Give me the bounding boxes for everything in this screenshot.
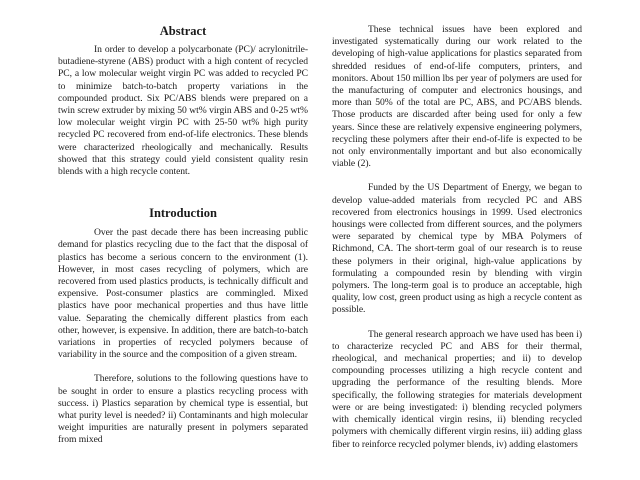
- introduction-paragraph-1: Over the past decade there has been increasing public demand for plastics recycling due to the fact that the disposal of plastics has become a serious concern to the environment (1). However, in most cases recycling of polymers, which are recovered from used plastics products, is technically difficult and expensive. Post-consumer plastics are commingled. Mixed plastics have poor mechanical properties and thus have little value. Separating the chemically different plastics from each other, however, is expensive. In addition, there are batch-to-batch variations in properties of recycled polymers because of variability in the source and the composition of a given stream.: [58, 227, 308, 361]
- abstract-text: In order to develop a polycarbonate (PC)/ acrylonitrile-butadiene-styrene (ABS) product with a high content of recycled PC, a low molecular weight virgin PC was added to recycled PC to minimize batch-to-batch property variations in the compounded product. Six PC/ABS blends were prepared on a twin screw extruder by mixing 50 wt% virgin ABS and 0-25 wt% low molecular weight virgin PC with 25-50 wt% high purity recycled PC recovered from end-of-life electronics. These blends were characterized rheologically and mechanically. Results showed that this strategy could yield consistent quality resin blends with a high recycle content.: [58, 44, 308, 178]
- introduction-heading: Introduction: [149, 206, 217, 221]
- introduction-paragraph-2: Therefore, solutions to the following questions have to be sought in order to ensure a plastics recycling process with success. i) Plastics separation by chemical type is essential, but what purity level is needed? ii) Contaminants and high molecular weight impurities are naturally present in polymers separated from mixed: [58, 373, 308, 446]
- body-paragraph-3: The general research approach we have used has been i) to characterize recycled PC and ABS for their thermal, rheological, and mechanical properties; and ii) to develop compounding processes utilizing a high recycle content and upgrading the performance of the resulting blends. More specifically, the following strategies for materials development were or are being investigated: i) blending recycled polymers with chemically identical virgin resins, ii) blending recycled polymers with chemically different virgin resins, iii) adding glass fiber to reinforce recycled polymer blends, iv) adding elastomers: [332, 328, 582, 450]
- right-column: [332, 0, 582, 451]
- body-paragraph-1: These technical issues have been explored and investigated systematically during our work related to the developing of high-value applications for plastics separated from shredded residues of end-of-life computers, printers, and monitors. About 150 million lbs per year of polymers are used for the manufacturing of computer and electronics housings, and more than 50% of the total are PC, ABS, and PC/ABS blends. Those products are discarded after being used for only a few years. Since these are relatively expensive engineering polymers, recycling these polymers after their end-of-life is expected to be not only environmentally important and but also economically viable (2).: [332, 24, 582, 170]
- abstract-heading: Abstract: [159, 24, 207, 38]
- left-column: [58, 0, 308, 447]
- body-paragraph-2: Funded by the US Department of Energy, we began to develop value-added materials from recycled PC and ABS recovered from electronics housings in 1999. Used electronics housings were collected from different sources, and the polymers were separated by chemical type by MBA Polymers of Richmond, CA. The short-term goal of our research is to reuse these polymers in their original, high-value applications by formulating a compounded resin by blending with virgin polymers. The long-term goal is to produce an acceptable, high quality, low cost, green product using as high a recycle content as possible.: [332, 182, 582, 316]
